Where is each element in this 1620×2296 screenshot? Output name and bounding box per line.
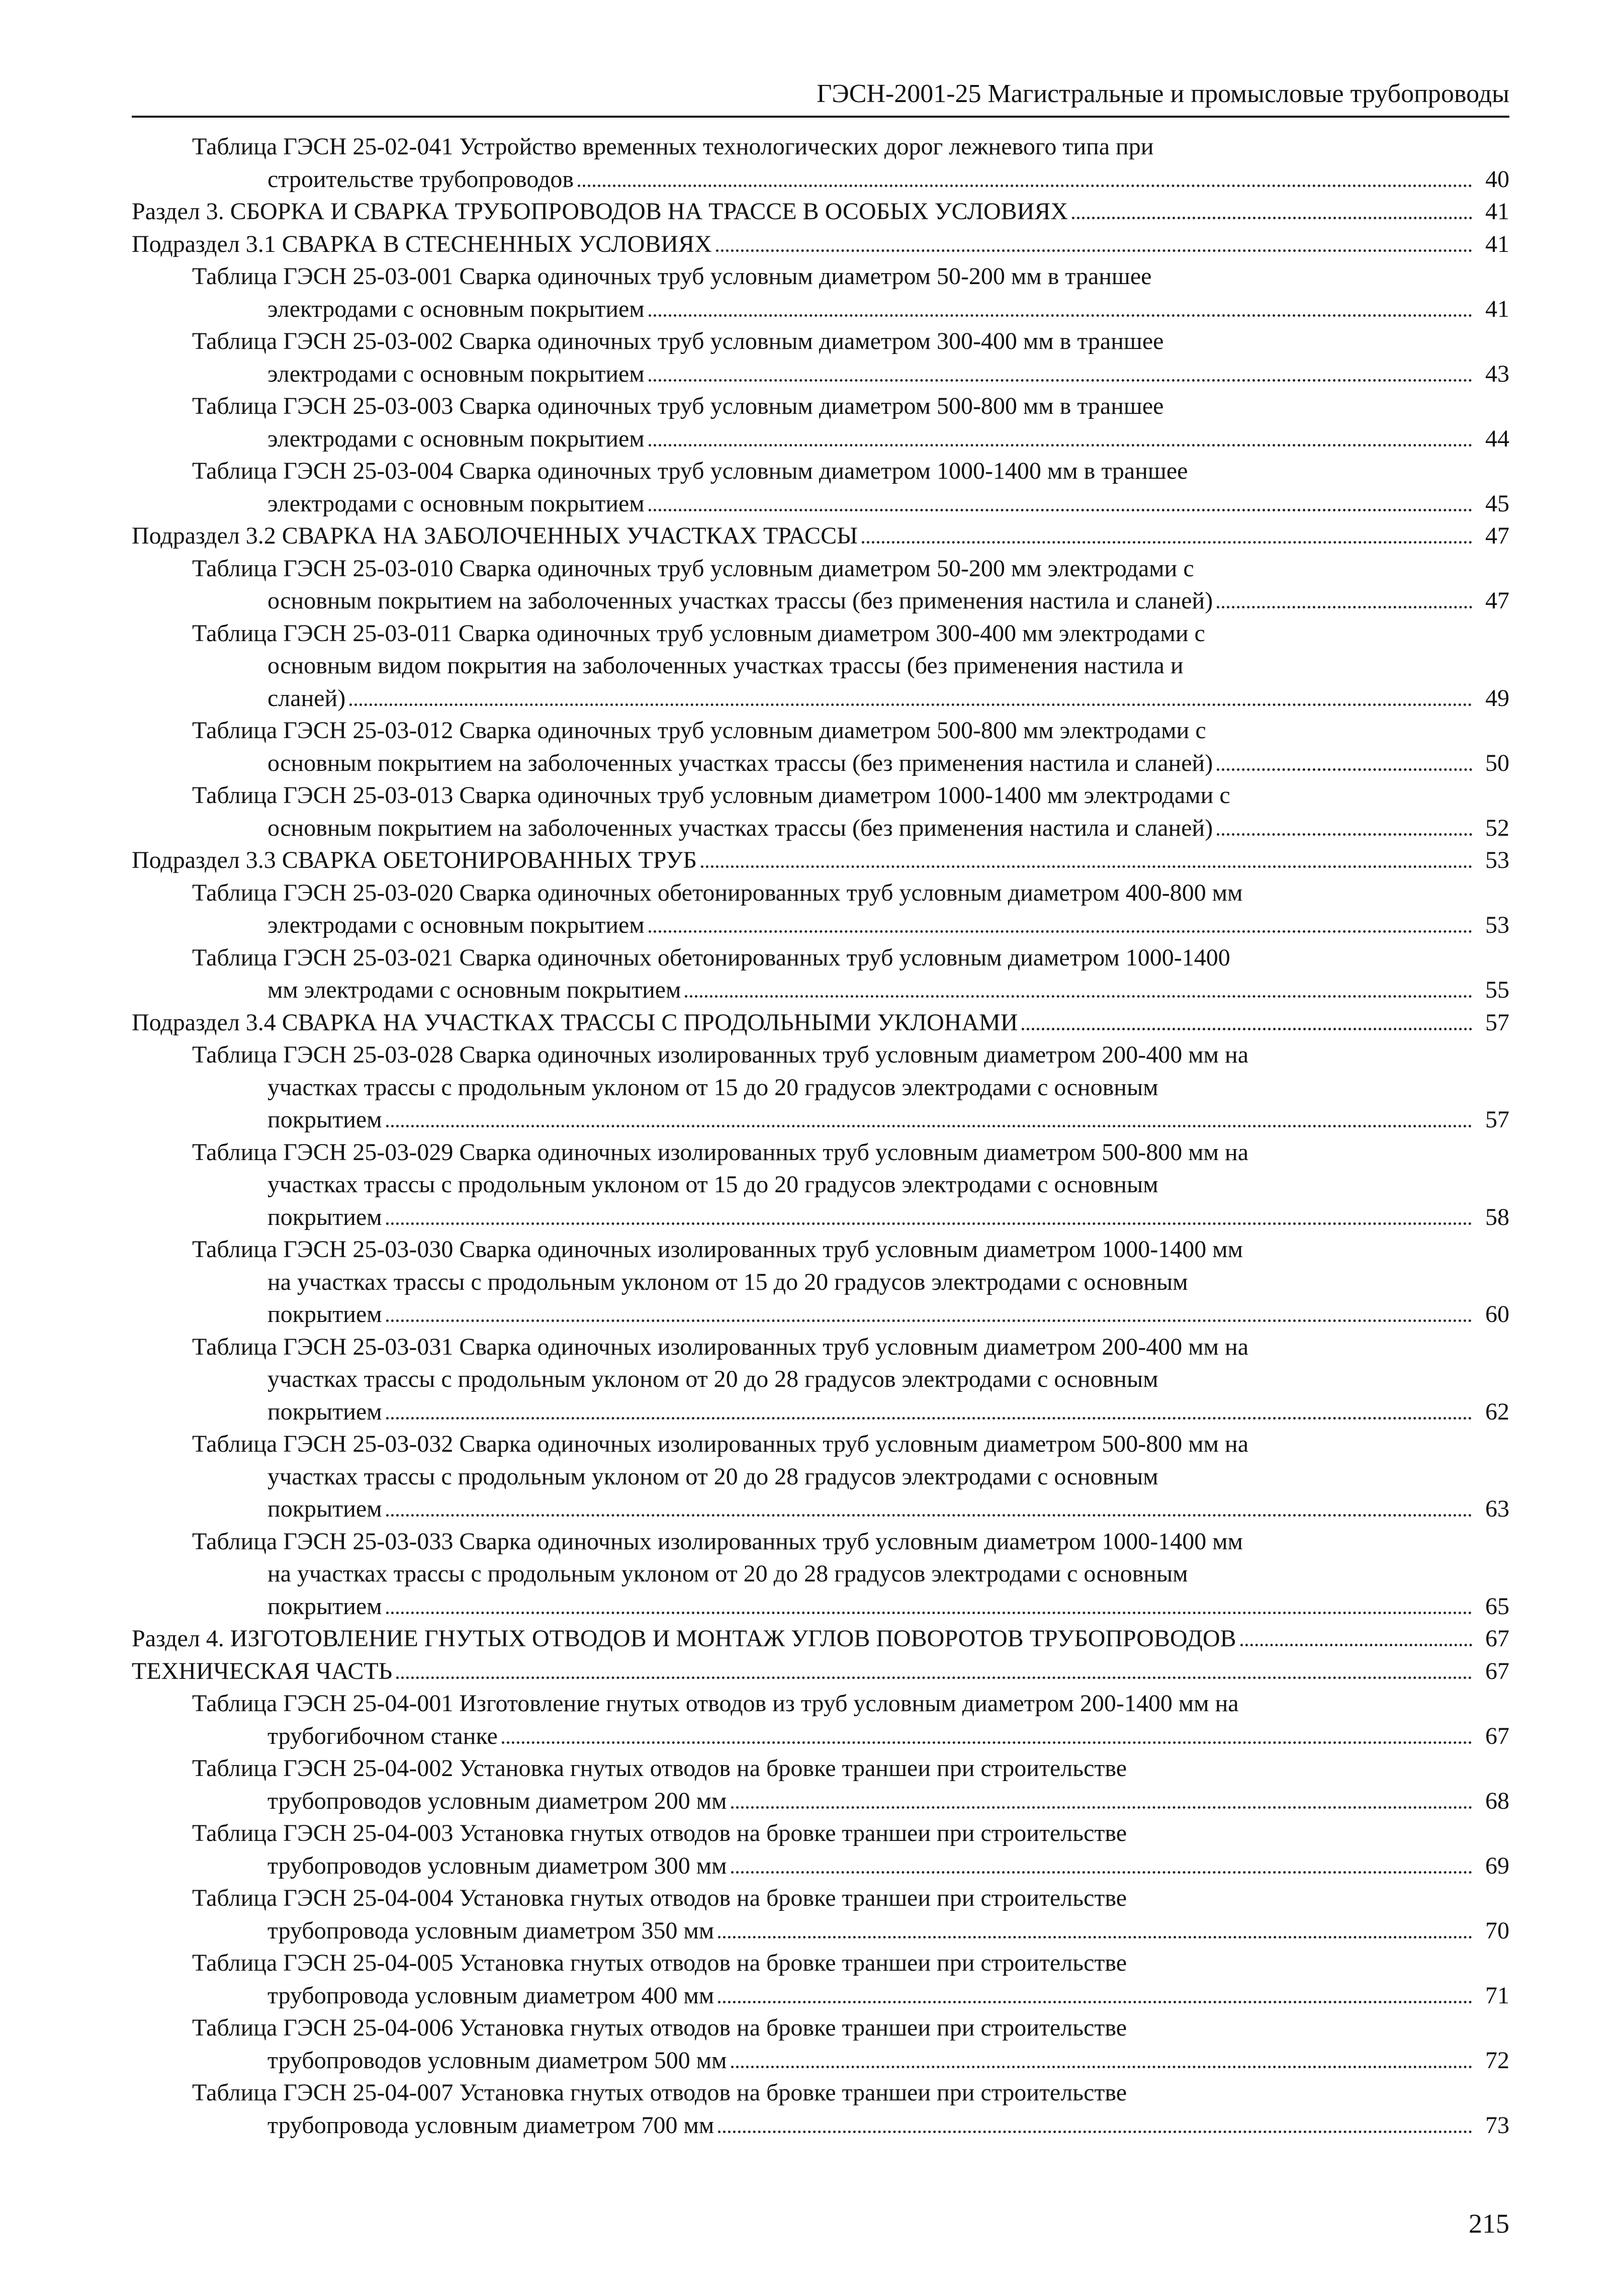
toc-entry-title-line: Таблица ГЭСН 25-03-010 Сварка одиночных труб условным диаметром 50-200 мм электродами с [192, 555, 1194, 582]
toc-page-number: 67 [1485, 1625, 1509, 1652]
dot-leader [649, 314, 1472, 317]
toc-entry-table [132, 390, 1509, 455]
toc-entry-table [132, 715, 1509, 779]
dot-leader [1240, 1644, 1472, 1646]
toc-entry-text: электродами с основным покрытием [267, 360, 645, 387]
toc-entry-text: Раздел 4. ИЗГОТОВЛЕНИЕ ГНУТЫХ ОТВОДОВ И МОНТАЖ УГЛОВ ПОВОРОТОВ ТРУБОПРОВОДОВ [132, 1625, 1236, 1652]
toc-entry-last-line [132, 228, 1509, 261]
toc-entry-title-line: Таблица ГЭСН 25-03-020 Сварка одиночных обетонированных труб условным диаметром 400-800 мм [192, 879, 1243, 906]
toc-entry-title-line: Таблица ГЭСН 25-03-004 Сварка одиночных труб условным диаметром 1000-1400 мм в траншее [192, 458, 1188, 484]
toc-page-number: 45 [1485, 490, 1509, 517]
toc-entry-table [132, 617, 1509, 715]
toc-entry-text: основным покрытием на заболоченных участках трассы (без применения настила и сланей) [267, 814, 1213, 841]
dot-leader [685, 995, 1472, 998]
toc-entry-text: трубопровода условным диаметром 400 мм [267, 1982, 714, 2009]
dot-leader [862, 541, 1472, 544]
toc-entry-table [132, 1752, 1509, 1817]
toc-entry-text: Подраздел 3.2 СВАРКА НА ЗАБОЛОЧЕННЫХ УЧАСТКАХ ТРАССЫ [132, 522, 858, 549]
toc-entry-text: трубопровода условным диаметром 350 мм [267, 1917, 714, 1944]
toc-entry-title-line: Таблица ГЭСН 25-03-013 Сварка одиночных труб условным диаметром 1000-1400 мм электродами с [192, 782, 1230, 809]
toc-entry-text: электродами с основным покрытием [267, 295, 645, 322]
toc-entry-title-line: Таблица ГЭСН 25-04-001 Изготовление гнутых отводов из труб условным диаметром 200-1400 мм на [192, 1690, 1239, 1717]
running-header: ГЭСН-2001-25 Магистральные и промысловые трубопроводы [817, 79, 1509, 108]
toc-entry-continuation-line: на участках трассы с продольным уклоном от 15 до 20 градусов электродами с основным [267, 1268, 1188, 1295]
toc-entry-title-line: Таблица ГЭСН 25-03-030 Сварка одиночных изолированных труб условным диаметром 1000-1400 мм [192, 1236, 1243, 1263]
toc-page-number: 53 [1485, 847, 1509, 873]
toc-page-number: 73 [1485, 2111, 1509, 2139]
toc-entry-text: трубопроводов условным диаметром 500 мм [267, 2047, 727, 2074]
toc-entry-table [132, 131, 1509, 196]
toc-entry-table [132, 1947, 1509, 2012]
toc-page-number: 40 [1485, 165, 1509, 193]
toc-entry-title-line: Таблица ГЭСН 25-03-021 Сварка одиночных обетонированных труб условным диаметром 1000-1400 [192, 944, 1230, 971]
dot-leader [1072, 217, 1472, 219]
toc-entry-last-line [192, 1980, 1509, 2012]
toc-entry-table [132, 1233, 1509, 1331]
toc-page-number: 41 [1485, 230, 1509, 257]
dot-leader [578, 185, 1472, 187]
toc-entry-table [132, 1882, 1509, 1947]
toc-entry-table [132, 553, 1509, 617]
toc-entry-title-line: Таблица ГЭСН 25-03-002 Сварка одиночных труб условным диаметром 300-400 мм в траншее [192, 328, 1164, 355]
toc-entry-text: покрытием [267, 1398, 382, 1425]
toc-page-number: 47 [1485, 522, 1509, 549]
toc-entry-subsection [132, 520, 1509, 553]
toc-entry-subsection [132, 228, 1509, 261]
toc-entry-last-line [192, 747, 1509, 780]
toc-page-number: 44 [1485, 425, 1509, 452]
toc-page-number: 70 [1485, 1917, 1509, 1944]
toc-entry-text: трубопроводов условным диаметром 300 мм [267, 1852, 727, 1879]
toc-entry-last-line [132, 196, 1509, 228]
toc-entry-table [132, 1331, 1509, 1429]
header-rule [132, 116, 1509, 118]
toc-entry-text: покрытием [267, 1203, 382, 1230]
toc-entry-table [132, 1817, 1509, 1882]
toc-page-number: 72 [1485, 2047, 1509, 2074]
dot-leader [649, 930, 1472, 933]
toc-entry-last-line [192, 682, 1509, 715]
dot-leader [1217, 768, 1472, 771]
toc-entry-last-line [192, 1396, 1509, 1429]
toc-page-number: 55 [1485, 977, 1509, 1003]
dot-leader [386, 1417, 1472, 1420]
dot-leader [731, 2066, 1472, 2068]
toc-entry-title-line: Таблица ГЭСН 25-04-005 Установка гнутых отводов на бровке траншеи при строительстве [192, 1950, 1127, 1976]
toc-entry-table [132, 877, 1509, 942]
toc-entry-text: покрытием [267, 1593, 382, 1620]
toc-entry-title-line: Таблица ГЭСН 25-04-007 Установка гнутых отводов на бровке траншеи при строительстве [192, 2079, 1127, 2106]
toc-page-number: 63 [1485, 1495, 1509, 1522]
toc-entry-last-line [192, 1201, 1509, 1234]
toc-entry-subsection [132, 1007, 1509, 1039]
toc-entry-table [132, 1136, 1509, 1234]
toc-page-number: 52 [1485, 814, 1509, 841]
toc-entry-title-line: Таблица ГЭСН 25-03-029 Сварка одиночных изолированных труб условным диаметром 500-800 мм на [192, 1138, 1249, 1166]
toc-entry-table [132, 260, 1509, 325]
toc-entry-title-line: Таблица ГЭСН 25-03-028 Сварка одиночных изолированных труб условным диаметром 200-400 мм на [192, 1041, 1249, 1068]
toc-entry-text: электродами с основным покрытием [267, 425, 645, 452]
toc-page-number: 41 [1485, 295, 1509, 322]
toc-entry-table [132, 325, 1509, 390]
toc-entry-table [132, 1039, 1509, 1136]
toc-entry-section [132, 196, 1509, 228]
toc-entry-last-line [192, 1493, 1509, 1526]
dot-leader [718, 1936, 1472, 1938]
toc-entry-last-line [192, 293, 1509, 326]
toc-page-number: 41 [1485, 198, 1509, 225]
toc-entry-last-line [192, 812, 1509, 845]
toc-entry-continuation-line: участках трассы с продольным уклоном от 20 до 28 градусов электродами с основным [267, 1463, 1158, 1490]
toc-entry-continuation-line: на участках трассы с продольным уклоном от 20 до 28 градусов электродами с основным [267, 1560, 1188, 1587]
toc-entry-last-line [192, 163, 1509, 196]
toc-entry-last-line [192, 1298, 1509, 1331]
toc-entry-last-line [192, 585, 1509, 617]
toc-entry-last-line [192, 1915, 1509, 1948]
toc-entry-text: основным покрытием на заболоченных участках трассы (без применения настила и сланей) [267, 587, 1213, 614]
toc-entry-text: трубопровода условным диаметром 700 мм [267, 2111, 714, 2139]
dot-leader [349, 703, 1472, 706]
toc-entry-last-line [192, 1591, 1509, 1623]
dot-leader [731, 1871, 1472, 1874]
toc-entry-last-line [192, 2109, 1509, 2142]
dot-leader [1217, 606, 1472, 608]
toc-entry-title-line: Таблица ГЭСН 25-04-002 Установка гнутых отводов на бровке траншеи при строительстве [192, 1755, 1127, 1782]
toc-entry-last-line [132, 1655, 1509, 1688]
toc-entry-last-line [192, 1104, 1509, 1136]
toc-entry-title-line: Таблица ГЭСН 25-04-003 Установка гнутых отводов на бровке траншеи при строительстве [192, 1820, 1127, 1846]
toc-entry-last-line [192, 1785, 1509, 1818]
toc-page-number: 57 [1485, 1106, 1509, 1133]
toc-entry-last-line [132, 520, 1509, 553]
toc-page-number: 57 [1485, 1009, 1509, 1036]
toc-page-number: 58 [1485, 1203, 1509, 1230]
dot-leader [716, 249, 1472, 252]
dot-leader [502, 1741, 1472, 1744]
toc-entry-title-line: Таблица ГЭСН 25-03-011 Сварка одиночных труб условным диаметром 300-400 мм электродами с [192, 620, 1205, 647]
dot-leader [718, 2131, 1472, 2133]
toc-entry-text: покрытием [267, 1495, 382, 1522]
toc-page-number: 60 [1485, 1301, 1509, 1328]
toc-entry-last-line [192, 358, 1509, 391]
toc-entry-title-line: Таблица ГЭСН 25-03-033 Сварка одиночных изолированных труб условным диаметром 1000-1400 мм [192, 1528, 1243, 1555]
toc-entry-title-line: Таблица ГЭСН 25-04-004 Установка гнутых отводов на бровке траншеи при строительстве [192, 1885, 1127, 1911]
dot-leader [718, 2001, 1472, 2003]
toc-entry-last-line [192, 909, 1509, 942]
toc-entry-table [132, 1428, 1509, 1526]
toc-page-number: 69 [1485, 1852, 1509, 1879]
toc-entry-last-line [132, 844, 1509, 877]
toc-entry-last-line [192, 488, 1509, 520]
toc-page-number: 65 [1485, 1593, 1509, 1620]
toc-entry-table [132, 2077, 1509, 2142]
toc-entry-last-line [192, 1850, 1509, 1883]
toc-entry-continuation-line: основным видом покрытия на заболоченных участках трассы (без применения настила и [267, 652, 1184, 679]
dot-leader [386, 1222, 1472, 1225]
toc-entry-section [132, 1623, 1509, 1655]
toc-page-number: 49 [1485, 684, 1509, 712]
toc-page-number: 62 [1485, 1398, 1509, 1425]
toc-entry-text: ТЕХНИЧЕСКАЯ ЧАСТЬ [132, 1657, 393, 1685]
toc-entry-title-line: Таблица ГЭСН 25-03-031 Сварка одиночных изолированных труб условным диаметром 200-400 мм на [192, 1333, 1249, 1360]
dot-leader [386, 1514, 1472, 1517]
toc-entry-title-line: Таблица ГЭСН 25-04-006 Установка гнутых отводов на бровке траншеи при строительстве [192, 2014, 1127, 2041]
dot-leader [396, 1676, 1472, 1679]
toc-entry-text: покрытием [267, 1301, 382, 1328]
toc-entry-last-line [192, 1720, 1509, 1753]
toc-entry-text: электродами с основным покрытием [267, 490, 645, 517]
toc-entry-title-line: Таблица ГЭСН 25-03-032 Сварка одиночных изолированных труб условным диаметром 500-800 мм на [192, 1431, 1249, 1457]
toc-entry-text: Подраздел 3.3 СВАРКА ОБЕТОНИРОВАННЫХ ТРУБ [132, 847, 697, 873]
toc-entry-continuation-line: участках трассы с продольным уклоном от 15 до 20 градусов электродами с основным [267, 1171, 1158, 1198]
toc-entry-table [132, 2012, 1509, 2077]
dot-leader [731, 1806, 1472, 1809]
toc-entry-text: мм электродами с основным покрытием [267, 977, 681, 1003]
toc-entry-subsection [132, 844, 1509, 877]
toc-entry-last-line [132, 1623, 1509, 1655]
toc-entry-title-line: Таблица ГЭСН 25-02-041 Устройство временных технологических дорог лежневого типа при [192, 133, 1154, 160]
toc-entry-table [132, 942, 1509, 1007]
toc-entry-table [132, 779, 1509, 844]
table-of-contents [132, 131, 1509, 2142]
toc-entry-continuation-line: участках трассы с продольным уклоном от 15 до 20 градусов электродами с основным [267, 1074, 1158, 1101]
toc-entry-text: покрытием [267, 1106, 382, 1133]
toc-entry-text: Раздел 3. СБОРКА И СВАРКА ТРУБОПРОВОДОВ НА ТРАССЕ В ОСОБЫХ УСЛОВИЯХ [132, 198, 1068, 225]
toc-entry-last-line [192, 974, 1509, 1007]
dot-leader [386, 1125, 1472, 1127]
toc-entry-section [132, 1655, 1509, 1688]
toc-page-number: 50 [1485, 749, 1509, 776]
toc-page-number: 43 [1485, 360, 1509, 387]
toc-entry-text: строительстве трубопроводов [267, 165, 574, 193]
dot-leader [649, 379, 1472, 382]
dot-leader [386, 1319, 1472, 1322]
toc-entry-text: Подраздел 3.1 СВАРКА В СТЕСНЕННЫХ УСЛОВИЯХ [132, 230, 712, 257]
toc-entry-table [132, 455, 1509, 520]
toc-page-number: 67 [1485, 1722, 1509, 1749]
toc-entry-table [132, 1526, 1509, 1623]
toc-entry-text: Подраздел 3.4 СВАРКА НА УЧАСТКАХ ТРАССЫ С ПРОДОЛЬНЫМИ УКЛОНАМИ [132, 1009, 1018, 1036]
toc-page-number: 71 [1485, 1982, 1509, 2009]
toc-entry-text: трубогибочном станке [267, 1722, 498, 1749]
toc-entry-text: электродами с основным покрытием [267, 912, 645, 938]
dot-leader [701, 865, 1472, 868]
toc-entry-text: трубопроводов условным диаметром 200 мм [267, 1787, 727, 1814]
toc-page-number: 53 [1485, 912, 1509, 938]
dot-leader [386, 1612, 1472, 1614]
dot-leader [1217, 833, 1472, 836]
toc-entry-title-line: Таблица ГЭСН 25-03-003 Сварка одиночных труб условным диаметром 500-800 мм в траншее [192, 393, 1164, 419]
dot-leader [649, 509, 1472, 511]
toc-page-number: 68 [1485, 1787, 1509, 1814]
toc-entry-title-line: Таблица ГЭСН 25-03-012 Сварка одиночных труб условным диаметром 500-800 мм электродами с [192, 717, 1206, 744]
toc-entry-text: основным покрытием на заболоченных участках трассы (без применения настила и сланей) [267, 749, 1213, 776]
toc-entry-title-line: Таблица ГЭСН 25-03-001 Сварка одиночных труб условным диаметром 50-200 мм в траншее [192, 263, 1152, 290]
dot-leader [649, 444, 1472, 447]
toc-page-number: 47 [1485, 587, 1509, 614]
toc-entry-table [132, 1688, 1509, 1752]
toc-entry-continuation-line: участках трассы с продольным уклоном от 20 до 28 градусов электродами с основным [267, 1366, 1158, 1392]
toc-entry-last-line [132, 1007, 1509, 1039]
page-number: 215 [1469, 2209, 1509, 2239]
dot-leader [1022, 1028, 1472, 1030]
toc-entry-last-line [192, 423, 1509, 456]
toc-page-number: 67 [1485, 1657, 1509, 1685]
toc-entry-text: сланей) [267, 684, 346, 712]
toc-entry-last-line [192, 2045, 1509, 2077]
